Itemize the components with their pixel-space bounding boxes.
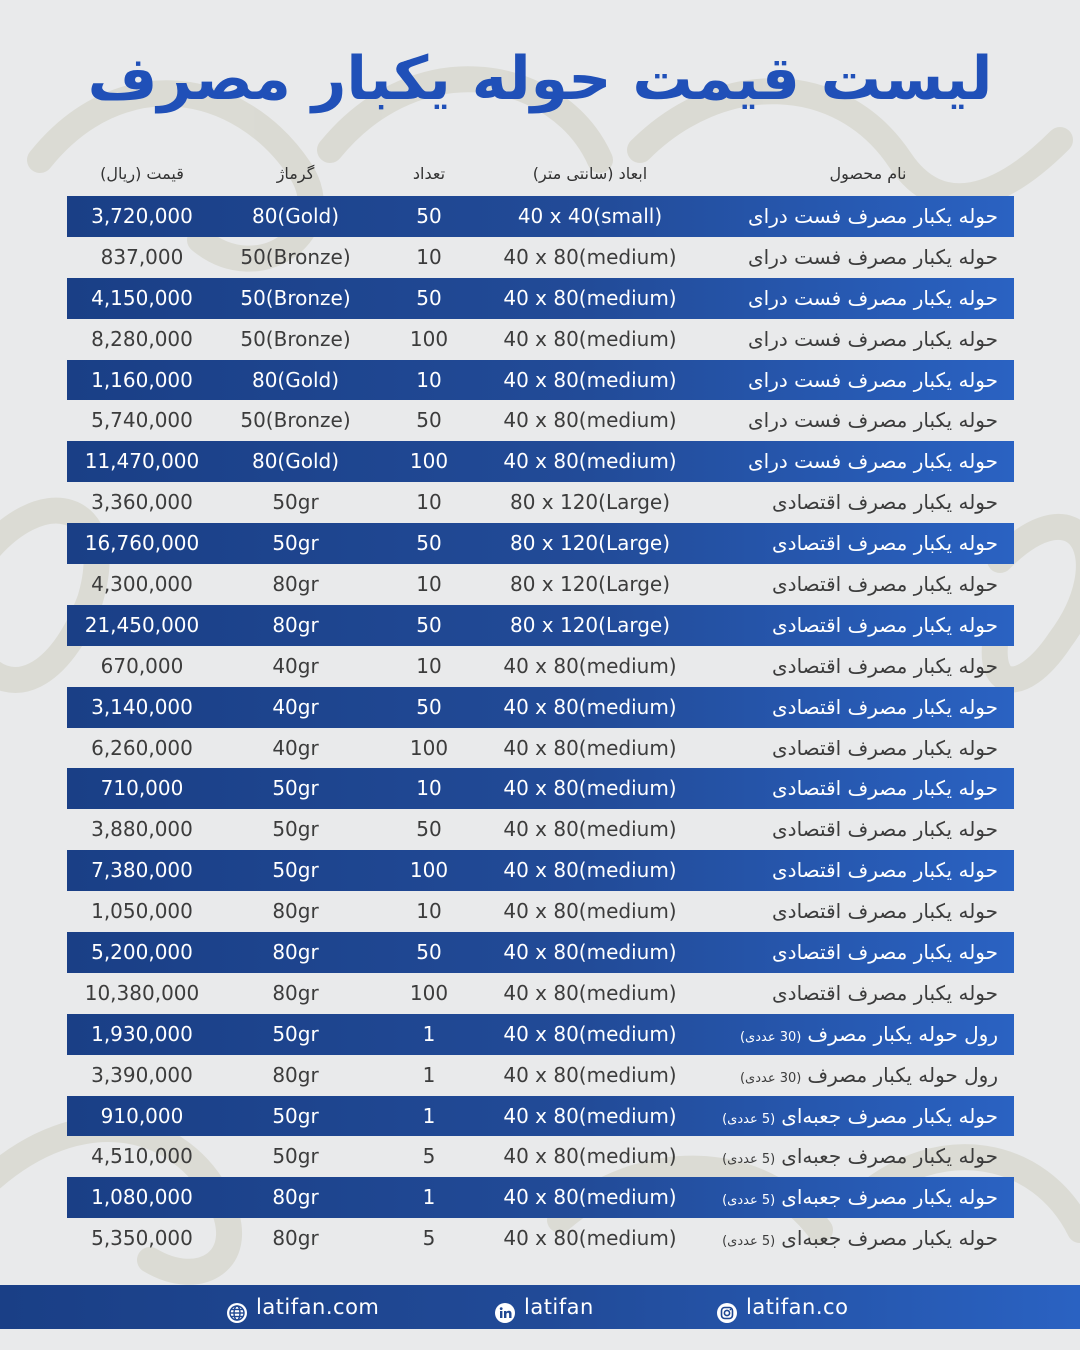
product-name: حوله یکبار مصرف فست درای xyxy=(748,449,998,474)
grammage-cell: 80(Gold) xyxy=(251,449,340,474)
dimensions-cell: 40 x 80(medium) xyxy=(503,735,677,760)
header-name: نام محصول xyxy=(829,164,907,183)
price-cell: 11,470,000 xyxy=(84,449,200,474)
quantity-cell: 50 xyxy=(416,940,442,965)
product-note: (5 عددی) xyxy=(722,1111,776,1127)
product-name: حوله یکبار مصرف اقتصادی xyxy=(772,817,998,842)
grammage-cell: 80gr xyxy=(272,899,319,924)
product-name: حوله یکبار مصرف فست درای xyxy=(748,244,998,269)
page-title: لیست قیمت حوله یکبار مصرف xyxy=(87,44,993,114)
grammage-cell: 80gr xyxy=(272,572,319,597)
instagram-icon xyxy=(716,1295,738,1317)
table-row xyxy=(67,932,1014,973)
table-header xyxy=(67,158,1014,190)
table-row xyxy=(67,1218,1014,1259)
table-row xyxy=(67,891,1014,932)
dimensions-cell: 40 x 80(medium) xyxy=(503,940,677,965)
header-quantity: تعداد xyxy=(412,164,446,183)
linkedin-icon xyxy=(494,1295,516,1317)
price-cell: 910,000 xyxy=(100,1103,184,1128)
quantity-cell: 50 xyxy=(416,612,442,637)
product-name-cell xyxy=(698,523,998,564)
dimensions-cell: 80 x 120(Large) xyxy=(509,531,671,556)
quantity-cell: 50 xyxy=(416,817,442,842)
price-cell: 4,150,000 xyxy=(91,285,193,310)
table-row xyxy=(67,850,1014,891)
dimensions-cell: 80 x 120(Large) xyxy=(509,490,671,515)
table-row xyxy=(67,605,1014,646)
quantity-cell: 1 xyxy=(422,1021,436,1046)
header-price: قیمت (ریال) xyxy=(100,164,184,183)
table-row xyxy=(67,319,1014,360)
quantity-cell: 5 xyxy=(422,1226,436,1251)
table-row xyxy=(67,441,1014,482)
product-name: حوله یکبار مصرف جعبه‌ای xyxy=(781,1185,998,1210)
product-name-cell xyxy=(698,768,998,809)
product-name: حوله یکبار مصرف اقتصادی xyxy=(772,490,998,515)
quantity-cell: 10 xyxy=(416,490,442,515)
product-name: حوله یکبار مصرف جعبه‌ای xyxy=(781,1103,998,1128)
dimensions-cell: 40 x 80(medium) xyxy=(503,1103,677,1128)
grammage-cell: 50gr xyxy=(272,1021,319,1046)
grammage-cell: 50gr xyxy=(272,531,319,556)
quantity-cell: 50 xyxy=(416,285,442,310)
product-name: حوله یکبار مصرف اقتصادی xyxy=(772,940,998,965)
product-name: حوله یکبار مصرف اقتصادی xyxy=(772,858,998,883)
grammage-cell: 50gr xyxy=(272,490,319,515)
price-cell: 6,260,000 xyxy=(91,735,193,760)
quantity-cell: 1 xyxy=(422,1062,436,1087)
quantity-cell: 10 xyxy=(416,367,442,392)
product-note: (30 عددی) xyxy=(739,1070,802,1086)
product-name-cell xyxy=(698,973,998,1014)
price-cell: 1,160,000 xyxy=(91,367,193,392)
product-name: حوله یکبار مصرف اقتصادی xyxy=(772,694,998,719)
grammage-cell: 50gr xyxy=(272,776,319,801)
quantity-cell: 50 xyxy=(416,204,442,228)
price-cell: 3,720,000 xyxy=(91,204,193,228)
grammage-cell: 50(Bronze) xyxy=(240,244,351,269)
grammage-cell: 80gr xyxy=(272,980,319,1005)
dimensions-cell: 40 x 80(medium) xyxy=(503,817,677,842)
price-cell: 3,360,000 xyxy=(91,490,193,515)
product-name: حوله یکبار مصرف اقتصادی xyxy=(772,653,998,678)
grammage-cell: 50(Bronze) xyxy=(240,326,351,351)
product-name: رول حوله یکبار مصرف xyxy=(807,1062,998,1087)
product-name-cell xyxy=(698,1096,998,1137)
product-name: رول حوله یکبار مصرف xyxy=(807,1021,998,1046)
footer-bar xyxy=(0,1285,1080,1329)
price-cell: 21,450,000 xyxy=(84,612,200,637)
product-name: حوله یکبار مصرف فست درای xyxy=(748,367,998,392)
quantity-cell: 5 xyxy=(422,1144,436,1169)
product-name: حوله یکبار مصرف اقتصادی xyxy=(772,899,998,924)
product-name-cell xyxy=(698,360,998,401)
grammage-cell: 40gr xyxy=(272,653,319,678)
product-name-cell xyxy=(698,646,998,687)
table-row xyxy=(67,768,1014,809)
instagram-link[interactable] xyxy=(716,1285,848,1329)
dimensions-cell: 40 x 80(medium) xyxy=(503,899,677,924)
table-row xyxy=(67,278,1014,319)
table-row xyxy=(67,809,1014,850)
product-name-cell xyxy=(698,1055,998,1096)
quantity-cell: 1 xyxy=(422,1103,436,1128)
quantity-cell: 1 xyxy=(422,1185,436,1210)
product-name-cell xyxy=(698,319,998,360)
dimensions-cell: 40 x 80(medium) xyxy=(503,1226,677,1251)
price-cell: 16,760,000 xyxy=(84,531,200,556)
product-name-cell xyxy=(698,809,998,850)
grammage-cell: 80gr xyxy=(272,1185,319,1210)
table-row xyxy=(67,564,1014,605)
table-row xyxy=(67,1136,1014,1177)
product-note: (30 عددی) xyxy=(739,1029,802,1045)
quantity-cell: 50 xyxy=(416,531,442,556)
product-name-cell xyxy=(698,932,998,973)
price-cell: 1,930,000 xyxy=(91,1021,193,1046)
product-name: حوله یکبار مصرف اقتصادی xyxy=(772,572,998,597)
grammage-cell: 40gr xyxy=(272,735,319,760)
product-name-cell xyxy=(698,891,998,932)
dimensions-cell: 40 x 80(medium) xyxy=(503,980,677,1005)
dimensions-cell: 40 x 80(medium) xyxy=(503,285,677,310)
grammage-cell: 50gr xyxy=(272,817,319,842)
product-name: حوله یکبار مصرف اقتصادی xyxy=(772,776,998,801)
table-row xyxy=(67,400,1014,441)
dimensions-cell: 40 x 80(medium) xyxy=(503,1062,677,1087)
price-cell: 10,380,000 xyxy=(84,980,200,1005)
dimensions-cell: 40 x 80(medium) xyxy=(503,449,677,474)
price-cell: 3,880,000 xyxy=(91,817,193,842)
price-table xyxy=(67,196,1014,1259)
quantity-cell: 10 xyxy=(416,244,442,269)
dimensions-cell: 40 x 80(medium) xyxy=(503,858,677,883)
quantity-cell: 100 xyxy=(409,326,449,351)
grammage-cell: 80gr xyxy=(272,1062,319,1087)
header-dimensions: ابعاد (سانتی متر) xyxy=(532,164,648,183)
product-name: حوله یکبار مصرف جعبه‌ای xyxy=(781,1144,998,1169)
website-text: latifan.com xyxy=(256,1295,380,1319)
quantity-cell: 100 xyxy=(409,735,449,760)
dimensions-cell: 40 x 80(medium) xyxy=(503,326,677,351)
dimensions-cell: 40 x 80(medium) xyxy=(503,1185,677,1210)
dimensions-cell: 40 x 80(medium) xyxy=(503,367,677,392)
price-cell: 1,050,000 xyxy=(91,899,193,924)
price-cell: 3,390,000 xyxy=(91,1062,193,1087)
product-note: (5 عددی) xyxy=(722,1234,776,1250)
website-link[interactable] xyxy=(226,1285,379,1329)
table-row xyxy=(67,482,1014,523)
quantity-cell: 10 xyxy=(416,572,442,597)
product-name: حوله یکبار مصرف فست درای xyxy=(748,204,998,228)
dimensions-cell: 80 x 120(Large) xyxy=(509,572,671,597)
price-cell: 670,000 xyxy=(100,653,184,678)
product-name: حوله یکبار مصرف اقتصادی xyxy=(772,980,998,1005)
linkedin-link[interactable] xyxy=(494,1285,594,1329)
header-grammage: گرماژ xyxy=(276,164,315,183)
product-name-cell xyxy=(698,441,998,482)
quantity-cell: 100 xyxy=(409,449,449,474)
product-name-cell xyxy=(698,1136,998,1177)
dimensions-cell: 40 x 80(medium) xyxy=(503,1144,677,1169)
dimensions-cell: 40 x 80(medium) xyxy=(503,244,677,269)
product-name-cell xyxy=(698,1177,998,1218)
product-name: حوله یکبار مصرف اقتصادی xyxy=(772,735,998,760)
product-name-cell xyxy=(698,1014,998,1055)
table-row xyxy=(67,1096,1014,1137)
quantity-cell: 10 xyxy=(416,776,442,801)
product-name: حوله یکبار مصرف فست درای xyxy=(748,285,998,310)
table-row xyxy=(67,1177,1014,1218)
product-note: (5 عددی) xyxy=(722,1193,776,1209)
product-name-cell xyxy=(698,728,998,769)
table-row xyxy=(67,973,1014,1014)
table-row xyxy=(67,237,1014,278)
product-name-cell xyxy=(698,687,998,728)
product-name-cell xyxy=(698,564,998,605)
instagram-text: latifan.co xyxy=(746,1295,849,1319)
quantity-cell: 10 xyxy=(416,899,442,924)
dimensions-cell: 80 x 120(Large) xyxy=(509,612,671,637)
linkedin-text: latifan xyxy=(524,1295,594,1319)
dimensions-cell: 40 x 80(medium) xyxy=(503,776,677,801)
price-cell: 5,740,000 xyxy=(91,408,193,433)
product-name-cell xyxy=(698,850,998,891)
price-cell: 5,350,000 xyxy=(91,1226,193,1251)
grammage-cell: 80(Gold) xyxy=(251,204,340,228)
price-cell: 4,300,000 xyxy=(91,572,193,597)
product-name-cell xyxy=(698,400,998,441)
grammage-cell: 80gr xyxy=(272,612,319,637)
product-name-cell xyxy=(698,237,998,278)
dimensions-cell: 40 x 80(medium) xyxy=(503,694,677,719)
quantity-cell: 10 xyxy=(416,653,442,678)
price-cell: 3,140,000 xyxy=(91,694,193,719)
product-name-cell xyxy=(698,605,998,646)
price-cell: 5,200,000 xyxy=(91,940,193,965)
quantity-cell: 100 xyxy=(409,980,449,1005)
price-cell: 710,000 xyxy=(100,776,184,801)
table-row xyxy=(67,687,1014,728)
table-row xyxy=(67,728,1014,769)
grammage-cell: 80gr xyxy=(272,940,319,965)
grammage-cell: 80(Gold) xyxy=(251,367,340,392)
product-name: حوله یکبار مصرف اقتصادی xyxy=(772,531,998,556)
grammage-cell: 40gr xyxy=(272,694,319,719)
price-cell: 8,280,000 xyxy=(91,326,193,351)
product-name: حوله یکبار مصرف اقتصادی xyxy=(772,612,998,637)
table-row xyxy=(67,196,1014,237)
table-row xyxy=(67,360,1014,401)
product-name: حوله یکبار مصرف فست درای xyxy=(748,408,998,433)
quantity-cell: 50 xyxy=(416,408,442,433)
table-row xyxy=(67,523,1014,564)
dimensions-cell: 40 x 40(small) xyxy=(517,204,663,228)
product-name-cell xyxy=(698,482,998,523)
table-row xyxy=(67,1014,1014,1055)
product-note: (5 عددی) xyxy=(722,1152,776,1168)
quantity-cell: 50 xyxy=(416,694,442,719)
product-name: حوله یکبار مصرف جعبه‌ای xyxy=(781,1226,998,1251)
dimensions-cell: 40 x 80(medium) xyxy=(503,653,677,678)
product-name-cell xyxy=(698,196,998,237)
grammage-cell: 80gr xyxy=(272,1226,319,1251)
dimensions-cell: 40 x 80(medium) xyxy=(503,1021,677,1046)
grammage-cell: 50(Bronze) xyxy=(240,408,351,433)
globe-icon xyxy=(226,1295,248,1317)
product-name-cell xyxy=(698,1218,998,1259)
product-name: حوله یکبار مصرف فست درای xyxy=(748,326,998,351)
grammage-cell: 50gr xyxy=(272,858,319,883)
grammage-cell: 50gr xyxy=(272,1103,319,1128)
price-cell: 7,380,000 xyxy=(91,858,193,883)
table-row xyxy=(67,646,1014,687)
price-cell: 1,080,000 xyxy=(91,1185,193,1210)
table-row xyxy=(67,1055,1014,1096)
price-cell: 4,510,000 xyxy=(91,1144,193,1169)
dimensions-cell: 40 x 80(medium) xyxy=(503,408,677,433)
product-name-cell xyxy=(698,278,998,319)
quantity-cell: 100 xyxy=(409,858,449,883)
price-cell: 837,000 xyxy=(100,244,184,269)
grammage-cell: 50gr xyxy=(272,1144,319,1169)
grammage-cell: 50(Bronze) xyxy=(240,285,351,310)
